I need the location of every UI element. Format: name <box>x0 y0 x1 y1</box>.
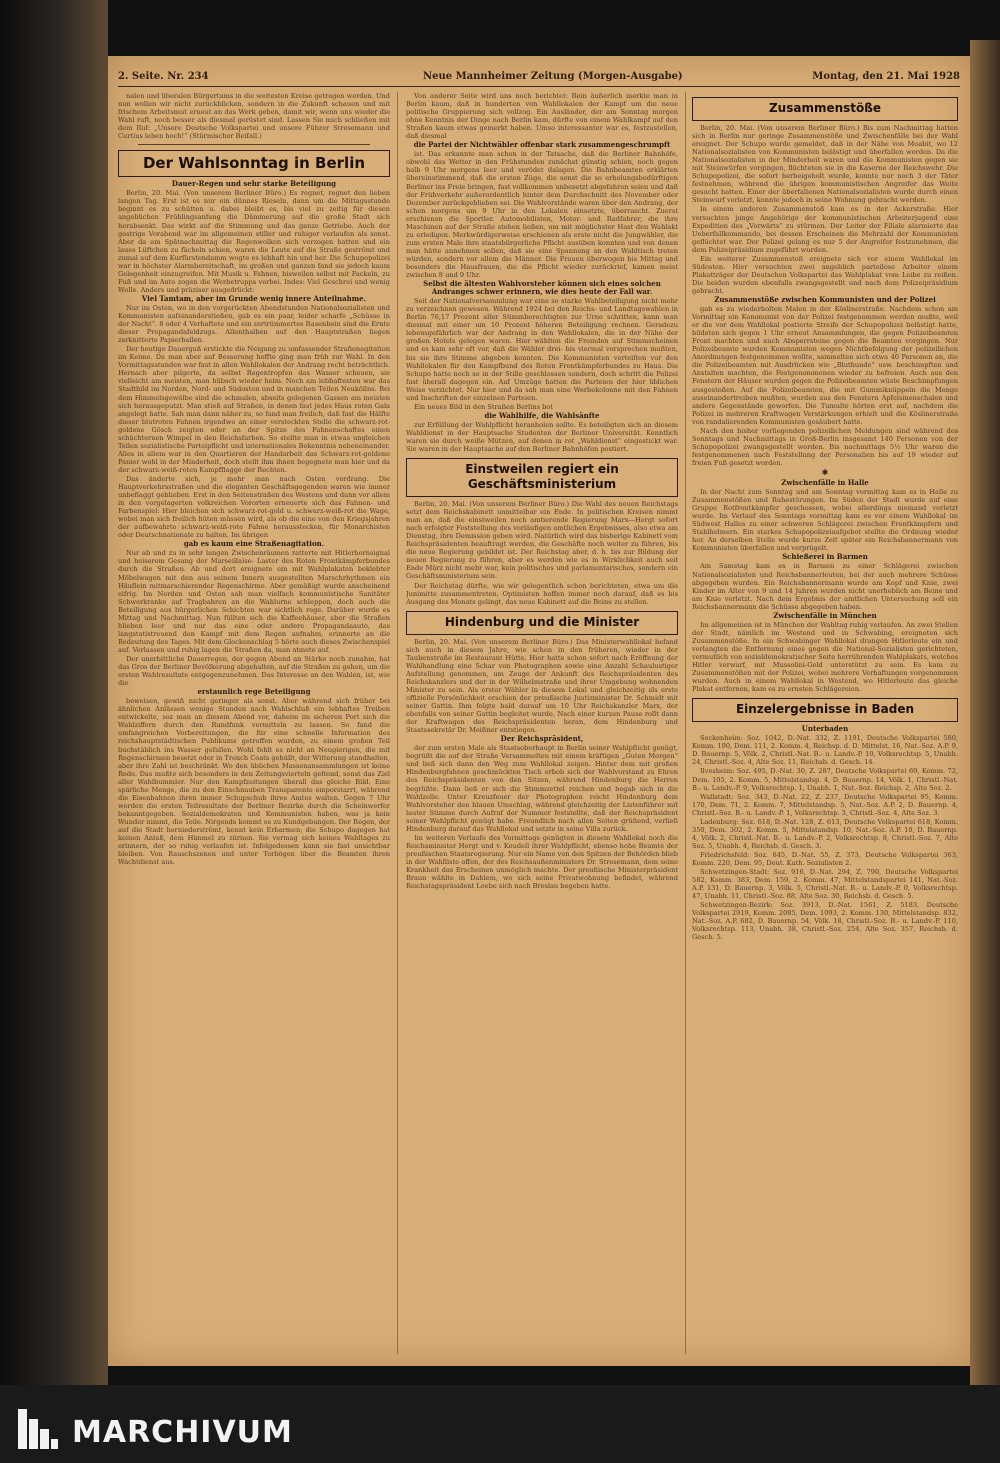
issue-date: Montag, den 21. Mai 1928 <box>812 71 960 82</box>
newspaper-page <box>108 56 970 1366</box>
article-text: Berlin, 20. Mai. (Von unserem Berliner Büro.) Es regnet, regnet den lieben langen Tag. Erst ist es nur ein dünnes Rieseln, dann um die Mittagsstunde beginnt es zu schütten u. dabei bleibt es, bis viel zu zeitig für diesen angeblichen Frühlingsanfang die Dämmerung auf die große Stadt sich herabsenkt. Das wirkt auf die Stimmung und das ganze Getriebe. Auch der gestrige Vorabend war im allgemeinen stiller und ruhiger verlaufen als sonst. Aber da am Spätnachmittag die Regenwolken sich verzogen hatten und ein laues Lüftchen zu fächeln schien, waren die Leute auf die Straße geströmt und zumal auf dem Kurfürstendamm wogte es lebhaft hin und her. Die Schupopolizei war in höchster Alarmbereitschaft, im großen und ganzen fand sie jedoch kaum Gelegenheit einzugreifen. Mit Musik u. Fahnen, bisweilen selbst mit Fackeln, zu Fuß und im Auto zogen die Werbetrupps vorbei. Indes: Viel Geschrei und wenig Wolle. Anders und präziser ausgedrückt: <box>118 189 390 294</box>
column-1 <box>118 92 390 1354</box>
page-edge <box>970 40 1000 1385</box>
article-text: Im allgemeinen ist in München der Wahltag ruhig verlaufen. An zwei Stellen der Stadt, nämlich im Westend und in Schwabing, ereigneten sich Zusammenstöße. In ein Schwabinger Wahllokal drangen Hitlerleute ein und verlangten die Entfernung eines gegen die National-Sozialisten gerichteten, vermutlich von sozialdemokratischer Seite herrührenden Wahlplakats, welches Hitler verwarf, mit Mussolini-Geld unterstützt zu sein. Es kam zu Zusammenstößen mit der Polizei, wobei mehrere Verhaftungen vorgenommen wurden. Auch in einem Wahllokal in Westend, wo Hitlerleute das gleiche Plakat entfernen, kam es zu ernsten Schlägereien. <box>692 620 958 694</box>
column-2 <box>406 92 678 1354</box>
article-text: Der heutige Dauerguß erstickte die Neigung zu umfassender Straßenagitation im Keime. Da man aber auf Besserung hoffte ging man früh zur Wahl. In den Vormittagsstunden war fast in allen Wahllokalen der Andrang recht beträchtlich. Hernach aber pilgerte, da selbst Regentropfen das Wasser scheuen, sie vielleicht am meisten, man hübsch wieder heim. Noch am lebhaftesten war das Stadtbild im Norden, Nord- und Südosten und in manchen Teilen Neuköllns. Bei dem Himmelsgewölbe sind die schmalen, abseits gelegenen Gassen am meisten sich herausgeputzt. Man stieß auf Straßen, in denen fast jedes Haus roten Gala angelegt hatte. Sah man dann näher zu, so fand man freilich, daß fast die Hälfte dieser blutroten Fahnen irgendwo an einer versteckten Stelle die schwarz-rot-goldene Gösch zeigten oder an der Spitze des Fahnenschaftes einen schüchternen Wimpel in den Reichsfarben. So stellte man in etwas ungleichen Teilen sozialistische Parteipflicht und internationales Bekenntnis nebeneinander. Alles in allem war in den Quartieren der Handarbeit das Schwarz-rot-goldene Panier wohl in der Minderheit, doch stellt ihm ihnen begegnete man hier und da der schwarz-weiß-roten Kampfflagge der Rechten. <box>118 345 390 474</box>
article-text: Im weiteren Verlaufe des Vormittags genügten in diesem Wahllokal noch die Reichsminister Hergt und v. Keudell ihrer Wahlpflicht, ebenso hohe Beamte der preußischen Staatsregierung. Nur ein Name von den Spitzen der Behörden blieb in der Wahlliste offen, der des Reichsaußenministers Dr. Stresemann, dem seine Krankheit das Erscheinen unmöglich machte. Der preußische Ministerpräsident Braun wählte in Dahlem, wo sich seine Privatwohnung befindet, während Reichstagspräsident Loebe sich nach Breslau begeben hatte. <box>406 833 678 891</box>
subheadline: Selbst die ältesten Wahlvorsteher können sich eines solchen Andranges schwer erinnern, wie dies heute der Fall war. <box>423 279 661 297</box>
results-text: Schwetzingen-Bezirk: Soz. 3913, D.-Nat. 1561, Z. 5183, Deutsche Volkspartei 2919, Komm. 2085, Dem. 1093, 2. Komm. 130, Mittelstandsp. 832, Nat.-Soz. A.P. 682, D. Bauernp. 54, Völk. 18, Christl.-Soz. B.- u. Landv.-P. 110, Volksrechtsp. 113, Unabh. 38, Christl.-Soz. 254, Alte Soz. 357, Reichsb. d. Gesch. 5. <box>692 901 958 942</box>
headline-box <box>406 458 678 497</box>
article-text: Ein weiterer Zusammenstoß ereignete sich vor einem Wahllokal im Südosten. Hier versuchten zwei angeblich parteilose Arbeiter einem Plakatträger der Deutschen Volkspartei das Wahlplakat vom Leibe zu reißen. Die beiden wurden ebenfalls zwangsgestellt und nach dem Polizeipräsidium gebracht. <box>692 254 958 295</box>
article-text: Von anderer Seite wird uns noch berichtet: Rein äußerlich merkte man in Berlin kaum, daß in hunderten von Wahllokalen der Kampf um die neue politische Gruppierung sich vollzog. Ein Ausländer, der am Sonntag morgen ohne Kenntnis der Dinge nach Berlin kam, dürfte von einem Wahlkampf auf den Straßen kaum etwas gemerkt haben. Umso interessanter war es, festzustellen, daß diesmal <box>406 92 678 141</box>
results-text: Friedrichsfeld: Soz. 645, D.-Nat. 55, Z. 373, Deutsche Volkspartei 363, Komm. 220, Dem. 95, Deut. Kath. Sozialisten 2. <box>692 850 958 867</box>
headline: Der Wahlsonntag in Berlin <box>142 154 366 173</box>
article-text: zur Erfüllung der Wahlpflicht heranholen sollte. Es beteiligten sich an diesem Wahldienst in der Hauptsache Studenten der Berliner Universität. Kenntlich waren sie durch weiße Mützen, auf denen in rot „Wahldienst“ eingestickt war. Sie waren in der Hauptsache auf den Berliner Bahnhöfen postiert. <box>406 420 678 454</box>
article-text: Ein neues Bild in den Straßen Berlins bot <box>414 402 553 411</box>
article-text: Das änderte sich, je mehr man nach Osten vordrang. Die Hauptverkehrsstraßen und die eleganten Geschäftsgegenden waren wie immer unbeflaggt geblieben. Erst in den Seitenstraßen des Westens und dann vor allem in den vorgelagerten volkreichen Vororten erneuerte sich das Fahnen- und Farbenspiel: Hier bleichen sich schwarz-rot-gold u. schwarz-weiß-rot die Wage, wobei man sich freilich hüten müssen wird, als ob die eine von den Kriegsjahren der aufbewahrte schwarz-weiß-rote Fahne herausstecken, für Monarchisten oder Deutschnationale zu halten. Im übrigen <box>118 474 390 540</box>
headline-box <box>692 698 958 722</box>
subheadline: Zwischenfälle in München <box>773 610 877 620</box>
article-text: gab es zu wiederholten Malen in der Köslinerstraße. Nachdem schon am Vormittag ein Kommunist von der Polizei festgenommen werden mußte, weil er die vor dem Wahllokal postierte Streife der Schupopolizei belästigt hatte, bildeten sich gegen 1 Uhr erneut Ansammlungen, die gegen Polizeibeamten Front machten und auch Absperrsteine gegen die Beamten vorgingen. Nur Polizeibeamte wurden Kommunisten wegen Nichtbefolgung der polizeilichen Anordnungen festgenommen wollte, sammelten sich etwa 40 Personen an, die die Polizeibeamten mit Ausdrücken wie „Bluthunde“ usw. beschimpften und Anstalten machten, die Festgenommenen wieder zu befreien. Auch aus den Fenstern der Häuser wurden gegen die Polizeibeamten wüste Beschimpfungen ausgestoßen. Auf die Polizeibeamten, die mit Gummiknüppeln die Menge auseinandertreiben mußten, wurden aus den Fenstern Apfelsinenschalen und andere Gegenstände geworfen. Die Tumulte hörten erst auf, nachdem die Polizei in mehreren Kraftwagen Verstärkungen erhielt und die Köslinerstraße von randalierenden Kommunisten gesäubert hatte. <box>692 305 958 426</box>
article-text: Seit der Nationalversammlung war eine so starke Wahlbeteiligung nicht mehr zu verzeichnen gewesen. Während 1924 bei den Reichs- und Landtagswahlen in Berlin 76,17 Prozent aller Stimmberechtigten zur Urne schritten, kann man diesmal mit einer um 10 Prozent höheren Beteiligung rechnen. Geradezu lebensgefährlich war der Andrang in den Wahllokalen, die in der Nähe der großen Hotels gelegen waren. Hier wählten die Fremden auf Stimmscheinen und es kam sehr oft vor, daß die Wähler drei- bis viermal vorsprechen mußten, bis sie ihre Stimme abgeben konnten. Die Kommunisten verteilten vor den Wahllokalen für den Kampfbund des Roten Frontkämpferbundes zu Haus. Die Schupo hatte noch so in der Stille geschlossen sondern, doch schritt die Polizei fast überall dagegen ein. Auf Umzüge hatten die Parteien der hier üblichen Weise verzichtet. Nur hier und da sah man eine Werbekolonne mit den Fahnen und Inschriften der einzelnen Parteien. <box>406 297 678 402</box>
article-text: nalen und liberalen Bürgertums in die weitesten Kreise getragen werden. Und nun wollen wir nicht zurückblicken, sondern in die Zukunft schauen und mit frischem Arbeitsmut erneut an das Werk gehen, damit wir, wenn uns wieder die Wahl ruft, noch besser als diesmal gerüstet sind. Lassen Sie mich schließen mit dem Ruf: „Unsere Deutsche Volkspartei und unsere Führer Stresemann und Curtius leben hoch!“ (Stürmischer Beifall.) <box>118 92 390 141</box>
newspaper-title: Neue Mannheimer Zeitung (Morgen-Ausgabe) <box>423 71 683 82</box>
subheadline: Schießerei in Barmen <box>782 552 868 562</box>
headline: Hindenburg und die Minister <box>444 614 640 629</box>
results-text: Wallstadt: Soz. 343, D.-Nat. 22, Z. 237, Deutsche Volkspartei 95, Komm. 170, Dem. 71, 2. Komm. 7, Mittelstandsp. 5, Nat.-Soz. A.P. 2, D. Bauernp. 4, Christl.-Soz. B.- u. Landv.-P. 1, Volksrechtsp. 3, Christl.-Soz. 4, Alte Soz. 3. <box>692 792 958 817</box>
subheadline: die Wahlhilfe, die Wahlsänfte <box>484 410 600 420</box>
page-header <box>118 68 960 87</box>
column-divider <box>397 92 398 1354</box>
article-text: Am Samstag kam es in Barmen zu einer Schlägerei zwischen Nationalsozialisten und Reichsbannerleuten, bei der auch mehrere Schüsse abgegeben wurden. Ein Reichsbannermann wurde am Kopf und Knie, zwei Kinder im Alter von 9 und 14 Jahren wurden nicht unerheblich am Beine und am Knie verletzt. Nach dem Ergebnis der amtlichen Untersuchung soll ein Reichsbannermann die Schüsse abgegeben haben. <box>692 562 958 611</box>
subheadline: Zusammenstöße zwischen Kommunisten und der Polizei <box>714 294 936 304</box>
article-text: Berlin, 20. Mai. (Von unserem Berliner Büro.) Das Ministerwahllokal befand sich auch in diesem Jahre, wie schon in den früheren, wieder in der Taubenstraße im Restaurant Hütte. Hier hatte schon sofort nach Eröffnung der Wahlhandlung eine Schar von Photographen sowie eine Anzahl Schaulustiger Aufstellung genommen, um Zeuge der Ankunft des Reichspräsidenten des Reichskanzlers und der in der Wilhelmstraße und ihrer Umgebung wohnenden Minister zu sein. Als erster Wähler in diesem Lokal und gleichzeitig als erste offizielle Persönlichkeit erschien der preußische Justizminister Dr. Schmidt mit seiner Gattin. Ihm folgte bald darauf um 10 Uhr Reichskanzler Marx, der ebenfalls von seiner Gattin begleitet wurde. Nach einer kurzen Pause rollt dann der Kraftwagen des Reichspräsidenten heran, dem Hindenburg und Staatssekretär Dr. Meißner entstiegen. <box>406 637 678 735</box>
subheadline: gab es kaum eine Straßenagitation. <box>183 539 325 549</box>
results-text: Seckenheim: Soz. 1042, D.-Nat. 332, Z. 1191, Deutsche Volkspartei 580, Komm. 190, Dem. 111, 2. Komm. 4, Reichsp. d. D. Mittelst. 16, Nat.-Soz. A.P. 9, D. Bauernp. 5, Völk. 2, Christl.-Nat. B.- u. Landv.-P. 10, Volksrechtsp. 5, Unabh. 24, Christl.-Soz. 4, Alte Soz. 11, Reichsb. d. Gesch. 14. <box>692 734 958 767</box>
article-text: der zum ersten Male als Staatsoberhaupt in Berlin seiner Wahlpflicht genügt, begrüßt die auf der Straße Versammelten mit einem kräftigen „Guten Morgen“ und ließ sich dann den Weg zum Wahllokal zeigen. Hinter dem mit großen Hindenburgfahnen geschmückten Tisch erhob sich der Wahlvorstand zu Ehren des Reichspräsidenten von den Sitzen, während Hindenburg die Herren begrüßte. Dann ließ er sich die Stimmzettel reichen und begab sich in die Wahlzelle. Unter Kreuzfeuer der Photographen reicht Hindenburg dem Wahlvorsteher den blauen Umschlag, während gleichzeitig der Listenführer mit lauter Stimme durch Aufruf der Nummer feststellte, daß der Reichspräsident seiner Wahlpflicht genügt habe. Freundlich nach allen Seiten grüßend, verließ Hindenburg darauf das Wahllokal und setzte in seine Villa zurück. <box>406 744 678 833</box>
column-3 <box>692 92 958 1354</box>
article-text: Der unerbittliche Dauerregen, der gegen Abend an Stärke noch zunahm, hat das Gros der Berliner Bevölkerung abgehalten, auf die Straßen zu gehen, um die ersten Wahlresultate entgegenzunehmen. Das Interesse an den Wahlen, ist, wie die <box>118 655 390 688</box>
headline-box <box>692 97 958 121</box>
article-text: Nur ab und zu in sehr langen Zwischenräumen ratterte mit Hitlerhornsignal und heiserem Gesang der Marseillaise- Laster des Roten Frontkämpferbundes durch die Straßen. Ab und dort ereignete ein mit Wahlplakaten beklebter Möbelwagen mit den aus seinem Innern ausgestellten Marschrhythmen ein Häuflein mitmarschierender Regenschirme. Aber gemäßigt wurde anscheinend eifrig. Im Norden und Osten sah man vielfach kommunistische Sanitäter Schwerkranke auf Tragbahren an die Wahlurne schleppen, doch auch die Beteiligung aus bürgerlichen Schichten war sichtlich rege. Darüber wurde es Mittag und Nachmittag. Nun füllten sich die Kaffeehäuser, aber die Straßen blieben leer und nur das eine oder andere Propagandaauto, das langstatistreuend den Kampf mit dem Regen aufnahm, erinnerte an die Bedeutung des Tages. Mit dem Glockenschlag 5 hörte auch dieses Zwischenspiel auf. Verlassen und ruhig lagen die Straßen da, man atmete auf. <box>118 549 390 654</box>
headline-box <box>406 611 678 635</box>
marchivum-logo-icon <box>18 1409 58 1449</box>
article-text: Nur im Osten, wo in den vorgerückten Abendstunden Nationalsozialisten und Kommunisten aufeinanderstießen, gab es ein paar, leider scharfe „Schüsse in der Nacht“. 8 oder 4 Verhaftete und ein zertrümmertes Rasenbein sind die Ernte dieser Propagandafeldzugs. Allenthalben auf den Hauptstraßen liegen zerknitterte Papierballen. <box>118 303 390 345</box>
article-text: Der Reichstag dürfte, wie wir gelegentlich schon berichteten, etwa um die Junimitte zusammentreten. Optimisten hoffen immer noch darauf, daß es bis Ausgang des Monats gelingt, das neue Kabinett auf die Beine zu stellen. <box>406 581 678 606</box>
subheadline: Der Reichspräsident, <box>500 734 584 744</box>
headline-box <box>118 150 390 177</box>
page-number: 2. Seite. Nr. 234 <box>118 71 209 82</box>
article-text: In einem anderen Zusammenstoß kam es in der Ackerstraße. Hier versuchten junge Angehörige der kommunistischen Arbeiterjugend eine Expedition des „Vorwärts“ zu stürmen. Der Leiter der Filiale alarmierte das Ueberfallkommando, bei dessen Erscheinen die Mehrzahl der Kommunisten geflüchtet war. Der Polizei gelang es nur 5 der Angreifer festzunehmen, die dem Polizeipräsidium zugeführt wurden. <box>692 205 958 254</box>
headline: Einstweilen regiert ein Geschäftsministerium <box>465 462 619 492</box>
archive-logo <box>18 1405 318 1449</box>
article-text: Berlin, 20. Mai. (Von unserem Berliner Büro.) Bis zum Nachmittag hatten sich in Berlin nur geringe Zusammenstöße und Zwischenfälle bei der Wahl ereignet. Der Schupo wurde gemeldet, daß in der Nähe von Moabit, wo 12 Nationalsozialisten von Kommunisten belästigt und überfallen worden. Da die Nationalsozialisten in der Minderheit waren und die Kommunisten gegen sie mit Steinwürfen vorgingen, flüchteten sie in die Kaserne der Reichswehr. Die Schupopolizei, die sofort herbeigeholt wurde, konnte nur noch 3 der Täter festnehmen, während die übrigen kommunistischen Angreifer das Weite gesucht hatten. Einer der überfallenen Nationalsozialisten wurde durch einen Steinwurf verletzt, konnte jedoch in seine Wohnung gebracht werden. <box>692 124 958 205</box>
subheadline: Dauer-Regen und sehr starke Beteiligung <box>171 179 337 189</box>
column-divider <box>685 92 686 1354</box>
headline: Zusammenstöße <box>768 101 882 115</box>
subheadline: die Partei der Nichtwähler offenbar stark zusammengeschrumpft <box>413 140 671 150</box>
subheadline: Zwischenfälle in Halle <box>781 478 869 488</box>
article-text: Berlin, 20. Mai. (Von unserem Berliner Büro.) Die Wahl des neuen Reichstags setzt dem Reichskabinett unmittelbar ein Ende. In politischen Kreisen nimmt man an, daß die einstweilen noch amtierende Regierung Marx—Hergt sofort nach erfolgter Feststellung des vorläufigen amtlichen Ergebnisses, also etwa am Dienstag, ihre Demission geben wird. Natürlich wird das bisherige Kabinett vom Reichspräsidenten beauftragt werden, die Geschäfte noch weiter zu führen, bis die neue Regierung gebildet ist. Der Reichstag aber, d. h. bis zur Bildung der neuen Regierung zu führen, aber es werden wie es in Wirklichkeit auch seit Ende März nicht mehr war, kein politisches und parlamentarisches, sondern ein Geschäftsministerium sein. <box>406 500 678 581</box>
results-text: Ilvesheim: Soz. 495, D.-Nat. 30, Z. 287, Deutsche Volkspartei 69, Komm. 72, Dem. 105, 2. Komm. 5, Mittelstandsp. 4, D. Bauernp. 14, Völk. 1, Christl.-Nat. B.- u. Landv.-P. 9, Volksrechtsp. 1, Unabh. 1, Nat.-Soz. Reichsp. 2, Alte Soz. 2. <box>692 767 958 792</box>
article-text: ist. Das erkannte man schon in der Tatsache, daß die Berliner Bahnhöfe, obwohl das Wetter in den Frühstunden zunächst günstig schien, noch gegen halb 9 Uhr morgens leer und verödet dalagen. Die Bahnbeamten erklärten übereinstimmend, daß die ersten Züge, die sonst die so erholungsbedürftigen Berliner ins Freie bringen, fast vollkommen unbesetzt abgefahren seien und daß der Frühverkehr außerordentlich hinter dem Durchschnitt des November oder Dezember zurückgeblieben sei. Die Wahlvorstände waren über den Andrang, der schon morgens um 9 Uhr in den Lokalen einsetzte, überrascht. Zuerst erschienen die Sportler. Automobilisten, Motor- und Radfahrer, die ihre Maschinen auf der Straße stehen ließen, um mit möglichster Hast den Wahlakt zu erledigen. Merkwürdigerweise erschienen als erste nicht die Jungwähler, die zum ersten Male ihre staatsbürgerliche Pflicht ausüben konnten und von denen man hätte annehmen sollen, daß sie eine Spannung an den Wahltisch treten würden, sondern vor allem die Männer. Die Frauen überwogen bis Mittag und besonders die Hausfrauen, die die Pflicht wieder zurückrief, kamen meist zwischen 8 und 9 Uhr. <box>406 150 678 280</box>
separator-star-icon: ✱ <box>821 467 829 477</box>
article-text: In der Nacht zum Sonntag und am Sonntag vormittag kam es in Halle zu Zusammenstößen und Ruhestörungen. Im Süden der Stadt wurde auf eine Gruppe Rotfrontkämpfer geschossen, wobei allerdings niemand verletzt wurde. Im Verlauf des Sonntags vormittag kam es vor einem Wahllokal im Südwest Halles zu einer schweren Schlägerei zwischen Frontkämpfern und Stahlhelmern. Ein starkes Schupopolizeiaufgebot stellte die Ordnung wieder her. An derselben Stelle wurde kurze Zeit später ein Reichsbannermann von Kommunisten überfallen und verprügelt. <box>692 488 958 553</box>
separator <box>138 144 370 145</box>
subheadline: erstaunlich rege Beteiligung <box>197 687 311 697</box>
results-text: Schwetzingen-Stadt: Soz. 916, D.-Nat. 294, Z. 790, Deutsche Volkspartei 582, Komm. 383, Dem. 159, 2. Komm. 47, Mittelstandspartei 141, Nat.-Soz. A.P. 131, D. Bauernp. 3, Völk. 5, Christl.-Nat. B.- u. Landv.-P. 0, Volksrechtsp. 47, Unabh. 11, Christl.-Soz. 88, Alte Soz. 30, Reichsb. d. Gesch. 5. <box>692 868 958 901</box>
subheadline: Viel Tamtam, aber im Grunde wenig innere Anteilnahme. <box>141 293 367 303</box>
results-text: Ladenburg: Soz. 618, D.-Nat. 128, Z. 613, Deutsche Volkspartei 618, Komm. 350, Dem. 302, 2. Komm. 5, Mittelstandsp. 10, Nat.-Soz. A.P. 10, D. Bauernp. 4, Völk. 2, Christl.-Nat. B.- u. Landv.-P. 2, Volksrechtsp. 8, Christl.-Soz. 7, Alte Soz. 5, Unabh. 4, Reichsb. d. Gesch. 3. <box>692 817 958 850</box>
book-binding <box>0 0 108 1385</box>
article-text: beweisen, gewiß nicht geringer als sonst. Aber während sich früher bei ähnlichen Anlässen wenige Stunden nach Wahlschluß ein lebhaftes Treiben entwickelte, soz man an diesem Abend vor, daheim im sicheren Port sich die Wahlziffern durch den Rundfunk vermitteln zu lassen. So fand die umfangreichen Vorbereitungen, die für eine schnelle Information des reichshauptstädtischen Publikums getroffen wurden, zu einem großen Teil buchstäblich ins Wasser gefallen. Wohl fehlt es nicht an Neugierigen, die mit Regenschirmen besetzt oder in Trench Coats gehüllt, der Witterung standhalten, aber ihre Zahl ist beschränkt. Wo den üblichen Massenansammlungen ist keine Rede. Das mußte sich besonders in den Zeitungsvierteln geltend, sonst das Ziel aller Wahlbummler. Nur den Kampfzeitungen überall das gleiche Bild. Eine spärliche Menge, die zu den Einschnauben Transparente emporstarrt, während die Eisenbahnen ihren immer Schupschub ihres Amtes walten. Gegen 7 Uhr werden die ersten Teilresultate der Berliner Bezirke durch die Scheinwerfer bekanntgegeben. Sozialdemokraten und Kommunisten haben, was ja kein Wunder nimmt, die Teile. Nirgends kommt es zu Kundgebungen. Der Regen, der auf die Stadt herniederströmt, kennt kein Erbarmen; die Schupo dagegen hat keinen Anlaß, dem Himmel zu zürnen. Sie vermag sich keines Wahltages zu erinnern, der so ruhig verlaufen ist. Infolgedessen kann sie fast unsichtbar bleiben. Von Rauschszenen und unter Torbögen über die Beamten ihren Wachtdienst aus. <box>118 697 390 867</box>
logo-text: MARCHIVUM <box>72 1415 293 1450</box>
subheadline: Unterbaden <box>801 724 849 734</box>
headline: Einzelergebnisse in Baden <box>735 702 915 717</box>
article-text: Nach den bisher vorliegenden polizeilichen Meldungen sind während des Sonntags und Nachmittags in Groß-Berlin insgesamt 140 Personen von der Schupopolizei zwangsgestellt worden. Bis nachmittags 5½ Uhr waren die festgenommenen nach Feststellung der Personalien bis auf 19 wieder auf freien Fuß gesetzt worden. <box>692 426 958 467</box>
